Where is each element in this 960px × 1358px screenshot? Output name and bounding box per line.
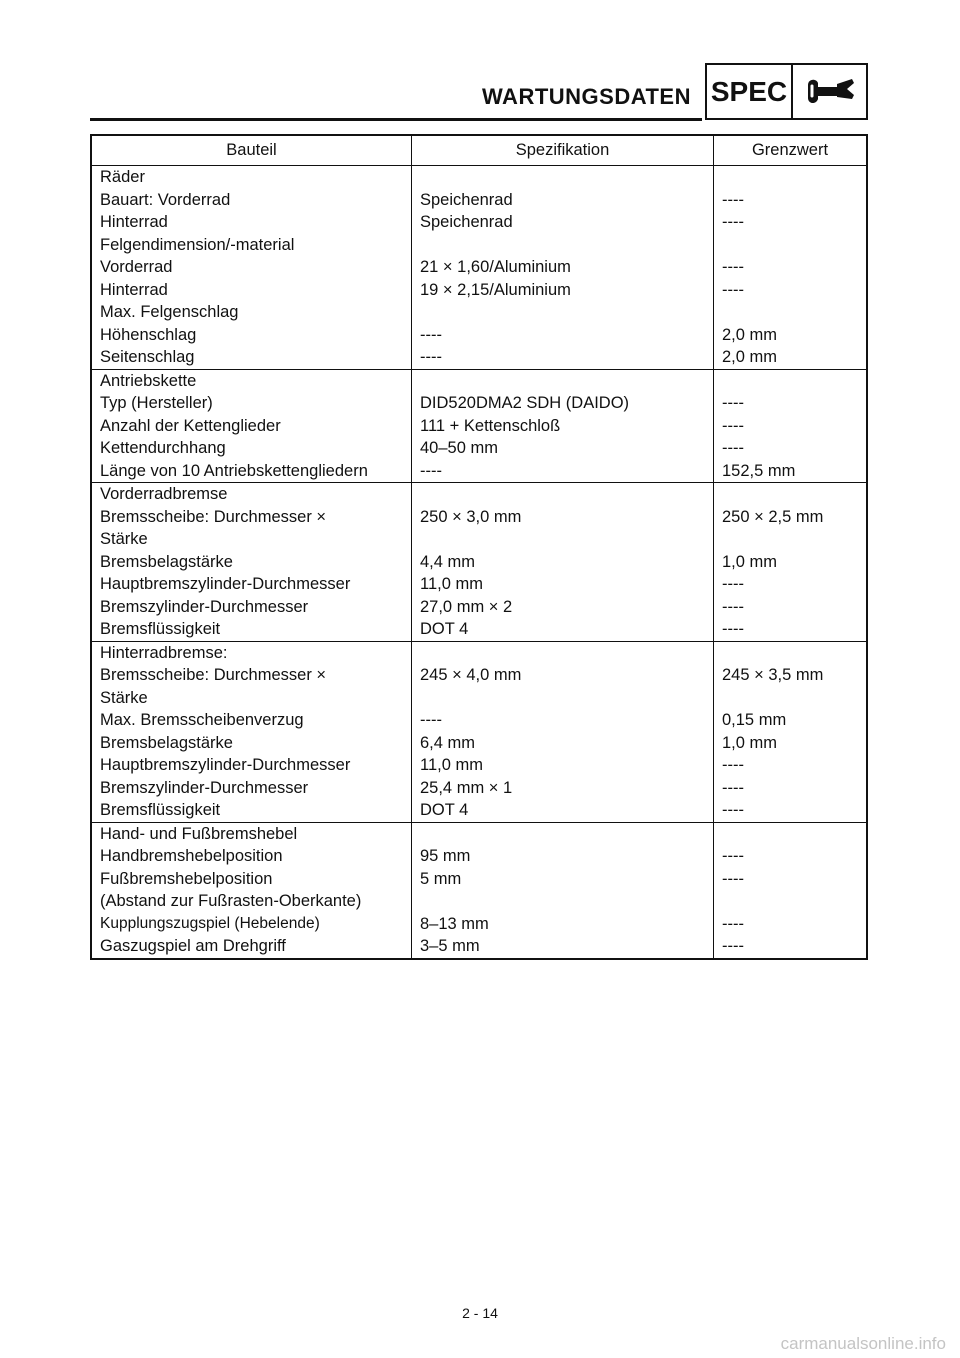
cell-spezifikation: 8–13 mm: [412, 913, 714, 936]
cell-bauteil: Hauptbremszylinder-Durchmesser: [91, 573, 412, 596]
table-row: [91, 641, 867, 664]
table-row: [91, 415, 867, 438]
cell-spezifikation: [412, 890, 714, 913]
cell-bauteil: Vorderrad: [91, 256, 412, 279]
cell-grenzwert: ----: [722, 756, 744, 774]
cell-grenzwert: ----: [722, 778, 744, 797]
table-row: [91, 528, 867, 551]
table-row: [91, 845, 867, 868]
header-rule: [90, 118, 702, 121]
table-row: [91, 369, 867, 392]
cell-grenzwert: [714, 483, 868, 506]
cell-bauteil: Bremsbelagstärke: [91, 732, 412, 755]
cell-grenzwert: ----: [722, 213, 744, 231]
table-row: [91, 346, 867, 369]
cell-spezifikation: 3–5 mm: [412, 935, 714, 959]
cell-spezifikation: 11,0 mm: [412, 573, 714, 596]
cell-bauteil: Hinterrad: [91, 211, 412, 234]
cell-bauteil: Bauart: Vorderrad: [91, 189, 412, 212]
cell-grenzwert: 2,0 mm: [722, 348, 778, 366]
cell-grenzwert: [714, 301, 868, 324]
cell-bauteil: Hinterrad: [91, 279, 412, 302]
cell-grenzwert: [714, 528, 868, 551]
cell-spezifikation: 25,4 mm × 1: [412, 777, 714, 800]
cell-grenzwert: ----: [722, 575, 744, 593]
table-row: [91, 189, 867, 212]
table-row: [91, 618, 867, 641]
cell-spezifikation: 6,4 mm: [412, 732, 714, 755]
cell-bauteil: Max. Bremsscheibenverzug: [91, 709, 412, 732]
cell-grenzwert: [714, 166, 868, 189]
column-header-bauteil: Bauteil: [91, 135, 412, 166]
wrench-icon-box: [791, 63, 868, 120]
cell-spezifikation: DOT 4: [412, 618, 714, 641]
cell-bauteil: Höhenschlag: [91, 324, 412, 347]
maintenance-spec-table: [90, 134, 868, 960]
cell-grenzwert: [714, 369, 868, 392]
table-row: [91, 596, 867, 619]
table-row: [91, 709, 867, 732]
cell-spezifikation: ----: [412, 324, 714, 347]
cell-grenzwert: ----: [722, 914, 744, 933]
table-row: [91, 551, 867, 574]
cell-spezifikation: ----: [412, 709, 714, 732]
cell-bauteil: Kupplungszugspiel (Hebelende): [91, 913, 412, 936]
cell-bauteil: Bremsflüssigkeit: [91, 618, 412, 641]
cell-spezifikation: 21 × 1,60/Aluminium: [412, 256, 714, 279]
wrench-icon: [802, 75, 858, 109]
cell-grenzwert: ----: [722, 416, 744, 435]
cell-bauteil: Stärke: [91, 687, 412, 710]
page-title: WARTUNGSDATEN: [482, 84, 691, 109]
table-row: [91, 935, 867, 959]
cell-spezifikation: DOT 4: [412, 799, 714, 822]
spec-badge: SPEC: [705, 63, 793, 120]
cell-spezifikation: [412, 822, 714, 845]
cell-grenzwert: 2,0 mm: [722, 325, 778, 344]
column-header-spezifikation: Spezifikation: [412, 135, 714, 166]
cell-grenzwert: ----: [722, 190, 744, 209]
cell-spezifikation: [412, 234, 714, 257]
cell-bauteil: Felgendimension/-material: [91, 234, 412, 257]
table-row: [91, 324, 867, 347]
watermark: carmanualsonline.info: [780, 1334, 946, 1353]
cell-spezifikation: 40–50 mm: [412, 437, 714, 460]
cell-spezifikation: [412, 166, 714, 189]
table-row: [91, 687, 867, 710]
column-header-grenzwert: Grenzwert: [714, 135, 868, 166]
cell-spezifikation: [412, 301, 714, 324]
cell-grenzwert: 245 × 3,5 mm: [722, 666, 824, 684]
cell-spezifikation: 4,4 mm: [412, 551, 714, 574]
cell-grenzwert: ----: [722, 620, 744, 638]
table-row: [91, 799, 867, 822]
cell-spezifikation: 27,0 mm × 2: [412, 596, 714, 619]
cell-spezifikation: 5 mm: [412, 868, 714, 891]
table-row: [91, 732, 867, 755]
table-row: [91, 913, 867, 936]
page-number: 2 - 14: [462, 1305, 498, 1321]
table-row: [91, 211, 867, 234]
cell-grenzwert: 250 × 2,5 mm: [722, 507, 824, 526]
cell-bauteil: Bremsscheibe: Durchmesser ×: [91, 664, 412, 687]
cell-bauteil: Bremszylinder-Durchmesser: [91, 777, 412, 800]
cell-grenzwert: ----: [722, 869, 744, 888]
cell-grenzwert: ----: [722, 258, 744, 276]
table-row: [91, 822, 867, 845]
table-row: [91, 890, 867, 913]
table-row: [91, 301, 867, 324]
cell-grenzwert: ----: [722, 439, 744, 457]
cell-grenzwert: [714, 890, 868, 913]
cell-bauteil: Kettendurchhang: [91, 437, 412, 460]
cell-grenzwert: ----: [722, 801, 744, 819]
cell-grenzwert: 1,0 mm: [722, 733, 778, 752]
cell-spezifikation: ----: [412, 460, 714, 483]
cell-bauteil: Seitenschlag: [91, 346, 412, 369]
cell-spezifikation: 250 × 3,0 mm: [412, 506, 714, 529]
cell-spezifikation: ----: [412, 346, 714, 369]
table-row: [91, 664, 867, 687]
table-row: [91, 777, 867, 800]
cell-spezifikation: DID520DMA2 SDH (DAIDO): [412, 392, 714, 415]
table-header-row: [91, 135, 867, 166]
table-row: [91, 868, 867, 891]
table-row: [91, 483, 867, 506]
cell-bauteil: Länge von 10 Antriebskettengliedern: [91, 460, 412, 483]
cell-grenzwert: 152,5 mm: [722, 461, 796, 480]
cell-spezifikation: 111 + Kettenschloß: [412, 415, 714, 438]
table-row: [91, 234, 867, 257]
cell-grenzwert: [714, 822, 868, 845]
cell-bauteil: Fußbremshebelposition: [91, 868, 412, 891]
cell-bauteil: Räder: [91, 166, 412, 189]
cell-spezifikation: 19 × 2,15/Aluminium: [412, 279, 714, 302]
cell-bauteil: Hinterradbremse:: [91, 641, 412, 664]
cell-bauteil: Handbremshebelposition: [91, 845, 412, 868]
cell-spezifikation: 11,0 mm: [412, 754, 714, 777]
table-row: [91, 392, 867, 415]
cell-spezifikation: [412, 528, 714, 551]
table-row: [91, 460, 867, 483]
cell-grenzwert: ----: [722, 394, 744, 412]
cell-grenzwert: ----: [722, 937, 744, 955]
cell-bauteil: (Abstand zur Fußrasten-Oberkante): [91, 890, 412, 913]
cell-bauteil: Gaszugspiel am Drehgriff: [91, 935, 412, 959]
cell-bauteil: Bremszylinder-Durchmesser: [91, 596, 412, 619]
table-row: [91, 573, 867, 596]
cell-bauteil: Max. Felgenschlag: [91, 301, 412, 324]
cell-spezifikation: [412, 483, 714, 506]
table-row: [91, 506, 867, 529]
cell-bauteil: Bremsbelagstärke: [91, 551, 412, 574]
table-body: [91, 166, 867, 959]
cell-bauteil: Bremsflüssigkeit: [91, 799, 412, 822]
cell-bauteil: Stärke: [91, 528, 412, 551]
table-row: [91, 256, 867, 279]
cell-spezifikation: 95 mm: [412, 845, 714, 868]
cell-grenzwert: [714, 234, 868, 257]
cell-grenzwert: [714, 641, 868, 664]
table-row: [91, 754, 867, 777]
cell-bauteil: Antriebskette: [91, 369, 412, 392]
cell-spezifikation: Speichenrad: [412, 211, 714, 234]
cell-grenzwert: ----: [722, 847, 744, 865]
cell-grenzwert: [714, 687, 868, 710]
cell-grenzwert: ----: [722, 280, 744, 299]
cell-spezifikation: [412, 641, 714, 664]
cell-bauteil: Typ (Hersteller): [91, 392, 412, 415]
cell-bauteil: Anzahl der Kettenglieder: [91, 415, 412, 438]
cell-spezifikation: [412, 687, 714, 710]
cell-spezifikation: [412, 369, 714, 392]
cell-spezifikation: 245 × 4,0 mm: [412, 664, 714, 687]
table-row: [91, 279, 867, 302]
cell-grenzwert: 0,15 mm: [722, 711, 787, 729]
cell-bauteil: Hauptbremszylinder-Durchmesser: [91, 754, 412, 777]
cell-grenzwert: 1,0 mm: [722, 552, 778, 571]
cell-bauteil: Bremsscheibe: Durchmesser ×: [91, 506, 412, 529]
table-row: [91, 166, 867, 189]
cell-bauteil: Vorderradbremse: [91, 483, 412, 506]
cell-bauteil: Hand- und Fußbremshebel: [91, 822, 412, 845]
cell-grenzwert: ----: [722, 597, 744, 616]
table-row: [91, 437, 867, 460]
cell-spezifikation: Speichenrad: [412, 189, 714, 212]
